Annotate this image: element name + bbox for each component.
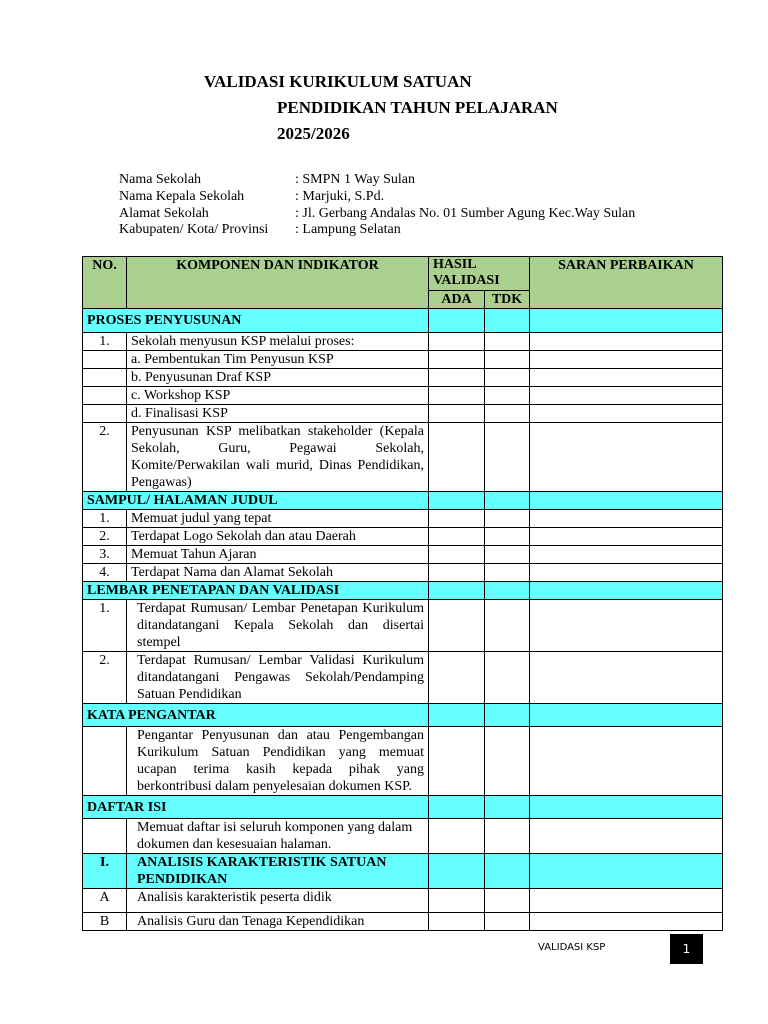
doc-title-line3: 2025/2026 (277, 124, 350, 143)
header-komponen: KOMPONEN DAN INDIKATOR (127, 257, 429, 309)
cell-tdk[interactable] (485, 492, 530, 510)
header-saran: SARAN PERBAIKAN (530, 257, 723, 309)
validation-table (82, 256, 723, 931)
cell-tdk[interactable] (485, 528, 530, 546)
table-row (83, 564, 723, 582)
info-label: Alamat Sekolah (119, 205, 209, 221)
info-value: : Marjuki, S.Pd. (295, 188, 385, 204)
cell-tdk[interactable] (485, 796, 530, 819)
section-lembar: LEMBAR PENETAPAN DAN VALIDASI (83, 582, 429, 600)
school-info (119, 172, 635, 239)
info-row-region (119, 222, 635, 239)
cell-saran[interactable] (530, 889, 723, 913)
cell-ada[interactable] (429, 546, 485, 564)
table-row (83, 652, 723, 704)
cell-saran[interactable] (530, 423, 723, 492)
cell-ada[interactable] (429, 387, 485, 405)
table-row (83, 889, 723, 913)
row-text: b. Penyusunan Draf KSP (127, 369, 429, 387)
cell-ada[interactable] (429, 492, 485, 510)
row-no (83, 369, 127, 387)
cell-tdk[interactable] (485, 351, 530, 369)
section-row (83, 309, 723, 333)
row-text: Pengantar Penyusunan dan atau Pengembangan Kurikulum Satuan Pendidikan yang memuat ucapan terima kasih kepada pihak yang berkontribusi dalam penyelesaian dokumen KSP. (127, 727, 429, 796)
table-row (83, 546, 723, 564)
table-row (83, 351, 723, 369)
row-text: a. Pembentukan Tim Penyusun KSP (127, 351, 429, 369)
row-text: Memuat daftar isi seluruh komponen yang dalam dokumen dan kesesuaian halaman. (127, 819, 429, 854)
cell-saran[interactable] (530, 913, 723, 931)
cell-saran[interactable] (530, 819, 723, 854)
section-row (83, 582, 723, 600)
cell-ada[interactable] (429, 405, 485, 423)
info-value: : Lampung Selatan (295, 222, 401, 238)
row-no: A (83, 889, 127, 913)
cell-saran[interactable] (530, 528, 723, 546)
analisis-no: I. (83, 854, 127, 889)
cell-saran[interactable] (530, 796, 723, 819)
cell-ada[interactable] (429, 819, 485, 854)
cell-saran[interactable] (530, 351, 723, 369)
cell-tdk[interactable] (485, 405, 530, 423)
cell-tdk[interactable] (485, 652, 530, 704)
section-row (83, 492, 723, 510)
info-value: : Jl. Gerbang Andalas No. 01 Sumber Agung Kec.Way Sulan (295, 205, 636, 221)
header-hasil-validasi: HASIL VALIDASI (429, 257, 530, 291)
cell-ada[interactable] (429, 528, 485, 546)
cell-ada[interactable] (429, 582, 485, 600)
cell-tdk[interactable] (485, 546, 530, 564)
row-no: 4. (83, 564, 127, 582)
table-row (83, 913, 723, 931)
section-row (83, 796, 723, 819)
table-row (83, 387, 723, 405)
cell-saran[interactable] (530, 546, 723, 564)
section-proses: PROSES PENYUSUNAN (83, 309, 429, 333)
row-no (83, 351, 127, 369)
cell-saran[interactable] (530, 405, 723, 423)
cell-tdk[interactable] (485, 333, 530, 351)
row-no: 1. (83, 333, 127, 351)
table-row (83, 423, 723, 492)
cell-tdk[interactable] (485, 510, 530, 528)
cell-saran[interactable] (530, 854, 723, 889)
cell-tdk[interactable] (485, 369, 530, 387)
cell-saran[interactable] (530, 510, 723, 528)
table-row (83, 510, 723, 528)
row-no: 2. (83, 423, 127, 492)
cell-tdk[interactable] (485, 309, 530, 333)
cell-tdk[interactable] (485, 564, 530, 582)
doc-title-line2: PENDIDIKAN TAHUN PELAJARAN (277, 98, 558, 117)
info-label: Nama Sekolah (119, 172, 202, 187)
row-text: Terdapat Rumusan/ Lembar Validasi Kurikulum ditandatangani Pengawas Sekolah/Pendamping Satuan Pendidikan (127, 652, 429, 704)
row-text: Memuat judul yang tepat (127, 510, 429, 528)
table-row (83, 369, 723, 387)
row-no (83, 387, 127, 405)
row-no: 1. (83, 600, 127, 652)
cell-ada[interactable] (429, 704, 485, 727)
cell-ada[interactable] (429, 889, 485, 913)
cell-ada[interactable] (429, 351, 485, 369)
footer-label: VALIDASI KSP (538, 942, 606, 953)
cell-tdk[interactable] (485, 704, 530, 727)
cell-saran[interactable] (530, 309, 723, 333)
row-no: 2. (83, 652, 127, 704)
row-text: Analisis karakteristik peserta didik (127, 889, 429, 913)
cell-ada[interactable] (429, 796, 485, 819)
section-kata-pengantar: KATA PENGANTAR (83, 704, 429, 727)
section-sampul: SAMPUL/ HALAMAN JUDUL (83, 492, 429, 510)
info-row-school-name (119, 172, 635, 189)
row-no: 2. (83, 528, 127, 546)
row-text: Analisis Guru dan Tenaga Kependidikan (127, 913, 429, 931)
cell-ada[interactable] (429, 369, 485, 387)
cell-saran[interactable] (530, 727, 723, 796)
table-row (83, 600, 723, 652)
cell-saran[interactable] (530, 600, 723, 652)
table-row (83, 819, 723, 854)
header-row (83, 257, 723, 291)
cell-tdk[interactable] (485, 387, 530, 405)
table-row (83, 727, 723, 796)
cell-saran[interactable] (530, 369, 723, 387)
cell-tdk[interactable] (485, 582, 530, 600)
cell-saran[interactable] (530, 492, 723, 510)
row-text: Terdapat Rumusan/ Lembar Penetapan Kurikulum ditandatangani Kepala Sekolah dan disertai stempel (127, 600, 429, 652)
row-text: Penyusunan KSP melibatkan stakeholder (Kepala Sekolah, Guru, Pegawai Sekolah, Komite/Perwakilan wali murid, Dinas Pendidikan, Pengawas) (127, 423, 429, 492)
row-no (83, 819, 127, 854)
table-row (83, 528, 723, 546)
cell-saran[interactable] (530, 704, 723, 727)
cell-tdk[interactable] (485, 819, 530, 854)
cell-ada[interactable] (429, 333, 485, 351)
table-row (83, 405, 723, 423)
doc-title-line1: VALIDASI KURIKULUM SATUAN (204, 72, 472, 91)
row-no: 1. (83, 510, 127, 528)
row-text: c. Workshop KSP (127, 387, 429, 405)
row-text: Memuat Tahun Ajaran (127, 546, 429, 564)
row-no: 3. (83, 546, 127, 564)
cell-ada[interactable] (429, 727, 485, 796)
header-ada: ADA (429, 291, 485, 309)
row-no (83, 405, 127, 423)
cell-ada[interactable] (429, 309, 485, 333)
cell-ada[interactable] (429, 913, 485, 931)
table-row (83, 333, 723, 351)
cell-tdk[interactable] (485, 854, 530, 889)
section-row (83, 704, 723, 727)
cell-saran[interactable] (530, 564, 723, 582)
info-label: Kabupaten/ Kota/ Provinsi (119, 222, 269, 238)
analisis-heading: ANALISIS KARAKTERISTIK SATUAN PENDIDIKAN (127, 854, 429, 889)
cell-saran[interactable] (530, 387, 723, 405)
info-label: Nama Kepala Sekolah (119, 188, 245, 204)
row-text: d. Finalisasi KSP (127, 405, 429, 423)
row-no (83, 727, 127, 796)
cell-tdk[interactable] (485, 423, 530, 492)
row-text: Sekolah menyusun KSP melalui proses: (127, 333, 429, 351)
page-number: 1 (670, 934, 703, 964)
section-daftar-isi: DAFTAR ISI (83, 796, 429, 819)
cell-saran[interactable] (530, 582, 723, 600)
header-tdk: TDK (485, 291, 530, 309)
cell-tdk[interactable] (485, 727, 530, 796)
cell-ada[interactable] (429, 652, 485, 704)
cell-ada[interactable] (429, 510, 485, 528)
info-row-principal (119, 189, 635, 206)
cell-ada[interactable] (429, 854, 485, 889)
row-text: Terdapat Logo Sekolah dan atau Daerah (127, 528, 429, 546)
info-row-address (119, 206, 635, 223)
info-value: : SMPN 1 Way Sulan (295, 172, 415, 187)
cell-saran[interactable] (530, 333, 723, 351)
cell-ada[interactable] (429, 600, 485, 652)
cell-ada[interactable] (429, 423, 485, 492)
header-no: NO. (83, 257, 127, 309)
cell-tdk[interactable] (485, 600, 530, 652)
cell-tdk[interactable] (485, 913, 530, 931)
cell-tdk[interactable] (485, 889, 530, 913)
row-text: Terdapat Nama dan Alamat Sekolah (127, 564, 429, 582)
cell-ada[interactable] (429, 564, 485, 582)
row-no: B (83, 913, 127, 931)
cell-saran[interactable] (530, 652, 723, 704)
section-row (83, 854, 723, 889)
